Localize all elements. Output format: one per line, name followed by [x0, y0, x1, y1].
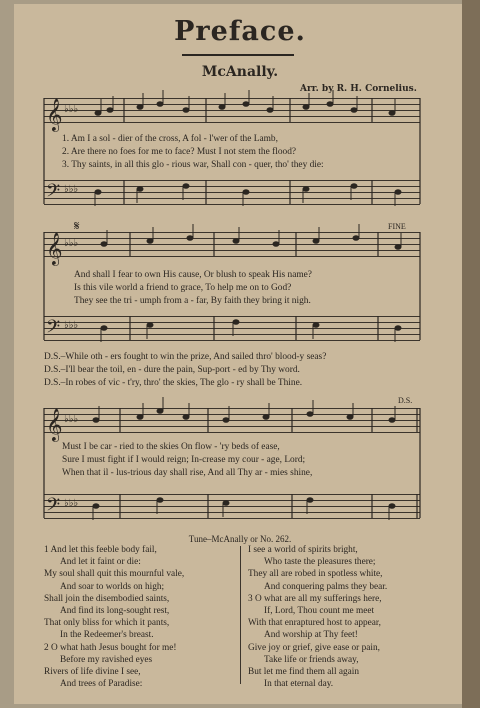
verse-line: If, Lord, Thou count me meet	[264, 606, 375, 617]
svg-text:𝄢: 𝄢	[46, 317, 61, 342]
lyric-line-3-2: Sure I must fight if I would reign; In-crease my cour - age, Lord;	[62, 455, 306, 465]
verse-line: 2 O what hath Jesus bought for me!	[44, 642, 177, 653]
verses-left-column	[44, 544, 184, 690]
ds-lyric-line-3: D.S.–In robes of vic - t'ry, thro' the skies, The glo - ry shall be Thine.	[44, 378, 303, 388]
lyric-line-1-3: 3. Thy saints, in all this glo - rious war, Shall con - quer, tho' they die:	[62, 160, 324, 170]
verse-line: Take life or friends away,	[264, 654, 359, 665]
svg-text:♭♭♭: ♭♭♭	[64, 498, 79, 509]
ds-lyric-line-2: D.S.–I'll bear the toil, en - dure the pain, Sup-port - ed by Thy word.	[44, 365, 300, 375]
verse-line: In the Redeemer's breast.	[60, 630, 154, 641]
verse-line: I see a world of spirits bright,	[248, 545, 358, 555]
verse-line: Give joy or grief, give ease or pain,	[248, 642, 380, 653]
svg-text:♭♭♭: ♭♭♭	[64, 184, 79, 195]
svg-text:♭♭♭: ♭♭♭	[64, 414, 79, 425]
lyric-line-3-3: When that il - lus-trious day shall rise, And all Thy ar - mies shine,	[62, 468, 313, 478]
page-title: Preface.	[174, 16, 306, 47]
lyric-line-1-2: 2. Are there no foes for me to face? Must I not stem the flood?	[62, 147, 297, 157]
svg-text:♭♭♭: ♭♭♭	[64, 238, 79, 249]
verse-line: And let it faint or die:	[60, 557, 141, 568]
lyric-line-1-1: 1. Am I a sol - dier of the cross, A fol - l'wer of the Lamb,	[62, 134, 278, 144]
verse-line: They all are robed in spotless white,	[248, 569, 383, 580]
verse-line: That only bliss for which it pants,	[44, 618, 170, 629]
verse-line: And worship at Thy feet!	[264, 630, 358, 641]
verse-line: And soar to worlds on high;	[60, 581, 165, 592]
verse-line: But let me find them all again	[248, 667, 360, 678]
verse-line: And conquering palms they bear.	[264, 581, 388, 592]
ds-lyric-line-1: D.S.–While oth - ers fought to win the prize, And sailed thro' blood-y seas?	[44, 352, 327, 362]
arranger-credit: Arr. by R. H. Cornelius.	[300, 84, 417, 94]
column-divider	[240, 546, 241, 684]
svg-text:𝄞: 𝄞	[46, 232, 63, 265]
verse-line: With that enraptured host to appear,	[248, 618, 381, 629]
tune-note: Tune–McAnally or No. 262.	[188, 534, 292, 544]
verse-line: And trees of Paradise:	[60, 679, 143, 690]
lyric-line-3-1: Must I be car - ried to the skies On flow - 'ry beds of ease,	[62, 442, 280, 452]
svg-text:𝄢: 𝄢	[46, 495, 61, 520]
svg-text:𝄢: 𝄢	[46, 181, 61, 206]
segno-mark: 𝄋	[74, 218, 80, 233]
svg-text:𝄞: 𝄞	[46, 98, 63, 131]
fine-mark: FINE	[388, 222, 406, 231]
svg-text:𝄞: 𝄞	[46, 408, 63, 441]
verse-line: And find its long-sought rest,	[60, 606, 170, 617]
verse-line: 1 And let this feeble body fail,	[44, 545, 157, 555]
hymn-name: McAnally.	[201, 64, 279, 80]
verse-line: Who taste the pleasures there;	[264, 557, 376, 568]
verse-line: My soul shall quit this mournful vale,	[44, 569, 185, 580]
ds-mark: D.S.	[398, 396, 413, 405]
verse-line: In that eternal day.	[264, 679, 334, 690]
verse-line: 3 O what are all my sufferings here,	[248, 593, 382, 604]
lyric-line-2-3: They see the tri - umph from a - far, By faith they bring it nigh.	[74, 296, 311, 306]
lyric-line-2-1: And shall I fear to own His cause, Or blush to speak His name?	[74, 270, 312, 280]
svg-text:♭♭♭: ♭♭♭	[64, 320, 79, 331]
lyric-line-2-2: Is this vile world a friend to grace, To help me on to God?	[74, 283, 292, 293]
verse-line: Before my ravished eyes	[60, 654, 153, 665]
verse-line: Shall join the disembodied saints,	[44, 593, 170, 604]
verse-line: Rivers of life divine I see,	[44, 667, 141, 678]
svg-text:♭♭♭: ♭♭♭	[64, 104, 79, 115]
verses-right-column	[248, 544, 387, 690]
